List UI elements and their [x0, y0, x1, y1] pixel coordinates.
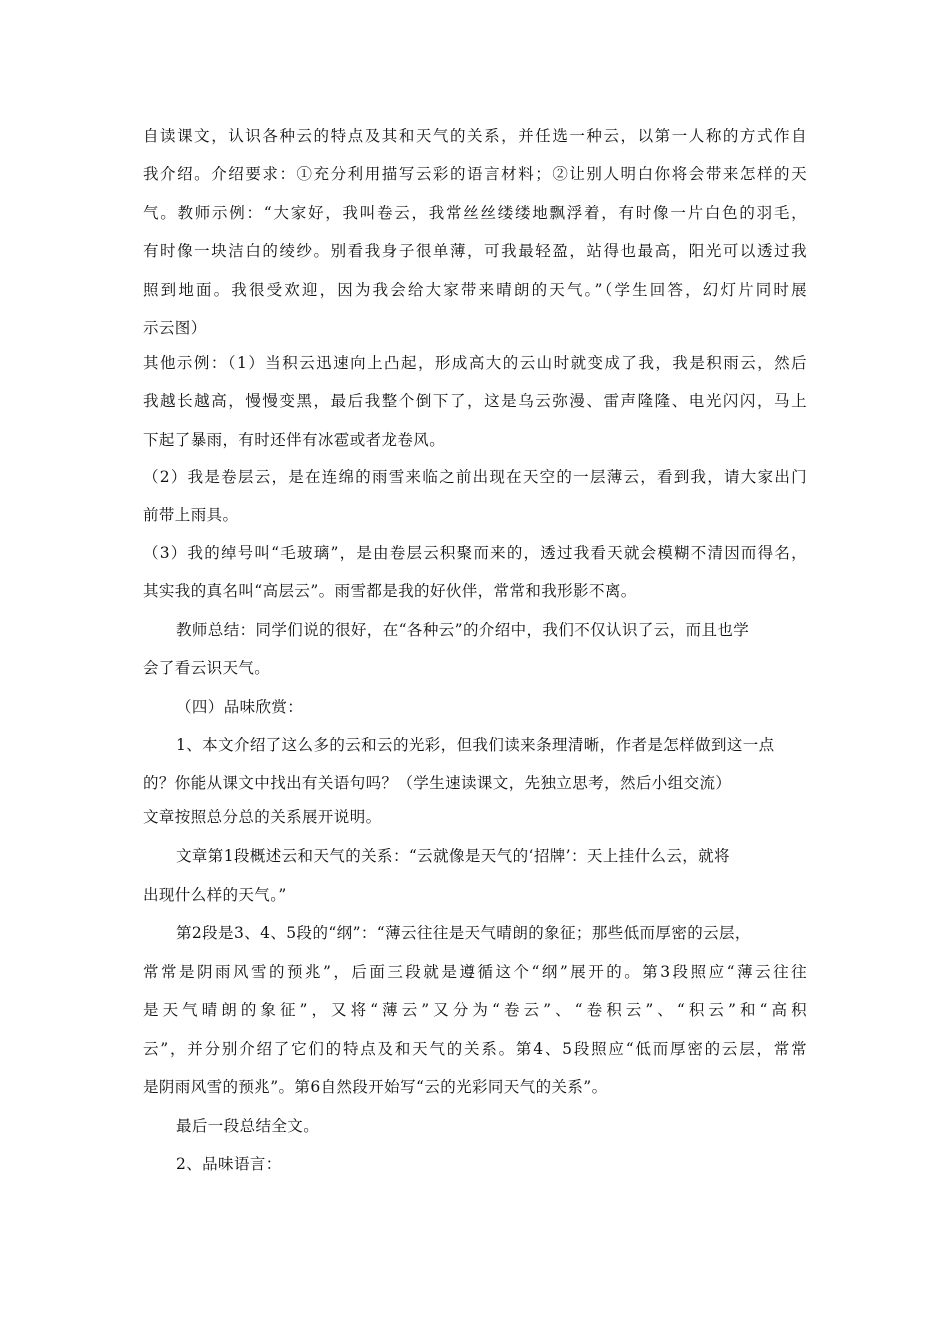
text-line: 气。教师示例：“大家好，我叫卷云，我常丝丝缕缕地飘浮着，有时像一片白色的羽毛， [143, 204, 807, 222]
text-line: 其实我的真名叫“高层云”。雨雪都是我的好伙伴，常常和我形影不离。 [143, 582, 637, 600]
text-line: 第2段是3、4、5段的“纲”：“薄云往往是天气晴朗的象征；那些低而厚密的云层， [176, 924, 751, 942]
text-line: 示云图） [143, 319, 207, 337]
text-line: 的？你能从课文中找出有关语句吗？（学生速读课文，先独立思考，然后小组交流） [143, 774, 732, 792]
text-line: 自读课文，认识各种云的特点及其和天气的关系，并任选一种云，以第一人称的方式作自 [143, 127, 807, 145]
text-line: 我越长越高，慢慢变黑，最后我整个倒下了，这是乌云弥漫、雷声隆隆、电光闪闪，马上 [143, 392, 807, 410]
text-line: （四）品味欣赏： [176, 698, 304, 716]
text-line: 出现什么样的天气。” [143, 886, 287, 904]
text-line: 文章第1段概述云和天气的关系：“云就像是天气的‘招牌’：天上挂什么云，就将 [176, 847, 730, 865]
text-line: 下起了暴雨，有时还伴有冰雹或者龙卷风。 [143, 431, 446, 449]
text-line: 最后一段总结全文。 [176, 1117, 320, 1135]
text-line: 其他示例：（1）当积云迅速向上凸起，形成高大的云山时就变成了我，我是积雨云，然后 [143, 354, 807, 372]
text-line: 前带上雨具。 [143, 506, 239, 524]
text-line: 1、本文介绍了这么多的云和云的光彩，但我们读来条理清晰，作者是怎样做到这一点 [176, 736, 775, 754]
text-line: 文章按照总分总的关系展开说明。 [143, 808, 382, 826]
text-line: 会了看云识天气。 [143, 659, 271, 677]
text-line: 云”，并分别介绍了它们的特点及和天气的关系。第4、5段照应“低而厚密的云层，常常 [143, 1040, 807, 1058]
text-line: 是天气晴朗的象征”，又将“薄云”又分为“卷云”、“卷积云”、“积云”和“高积 [143, 1001, 807, 1019]
text-line: 我介绍。介绍要求：①充分利用描写云彩的语言材料；②让别人明白你将会带来怎样的天 [143, 165, 807, 183]
text-line: （3）我的绰号叫“毛玻璃”，是由卷层云积聚而来的，透过我看天就会模糊不清因而得名， [143, 544, 807, 562]
text-line: 照到地面。我很受欢迎，因为我会给大家带来晴朗的天气。”（学生回答，幻灯片同时展 [143, 281, 807, 299]
text-line: 常常是阴雨风雪的预兆”，后面三段就是遵循这个“纲”展开的。第3段照应“薄云往往 [143, 963, 807, 981]
text-line: 教师总结：同学们说的很好，在“各种云”的介绍中，我们不仅认识了云，而且也学 [176, 621, 750, 639]
text-line: 2、品味语言： [176, 1155, 282, 1173]
text-line: 是阴雨风雪的预兆”。第6自然段开始写“云的光彩同天气的关系”。 [143, 1078, 608, 1096]
text-line: 有时像一块洁白的绫纱。别看我身子很单薄，可我最轻盈，站得也最高，阳光可以透过我 [143, 242, 807, 260]
text-line: （2）我是卷层云，是在连绵的雨雪来临之前出现在天空的一层薄云，看到我，请大家出门 [143, 468, 807, 486]
